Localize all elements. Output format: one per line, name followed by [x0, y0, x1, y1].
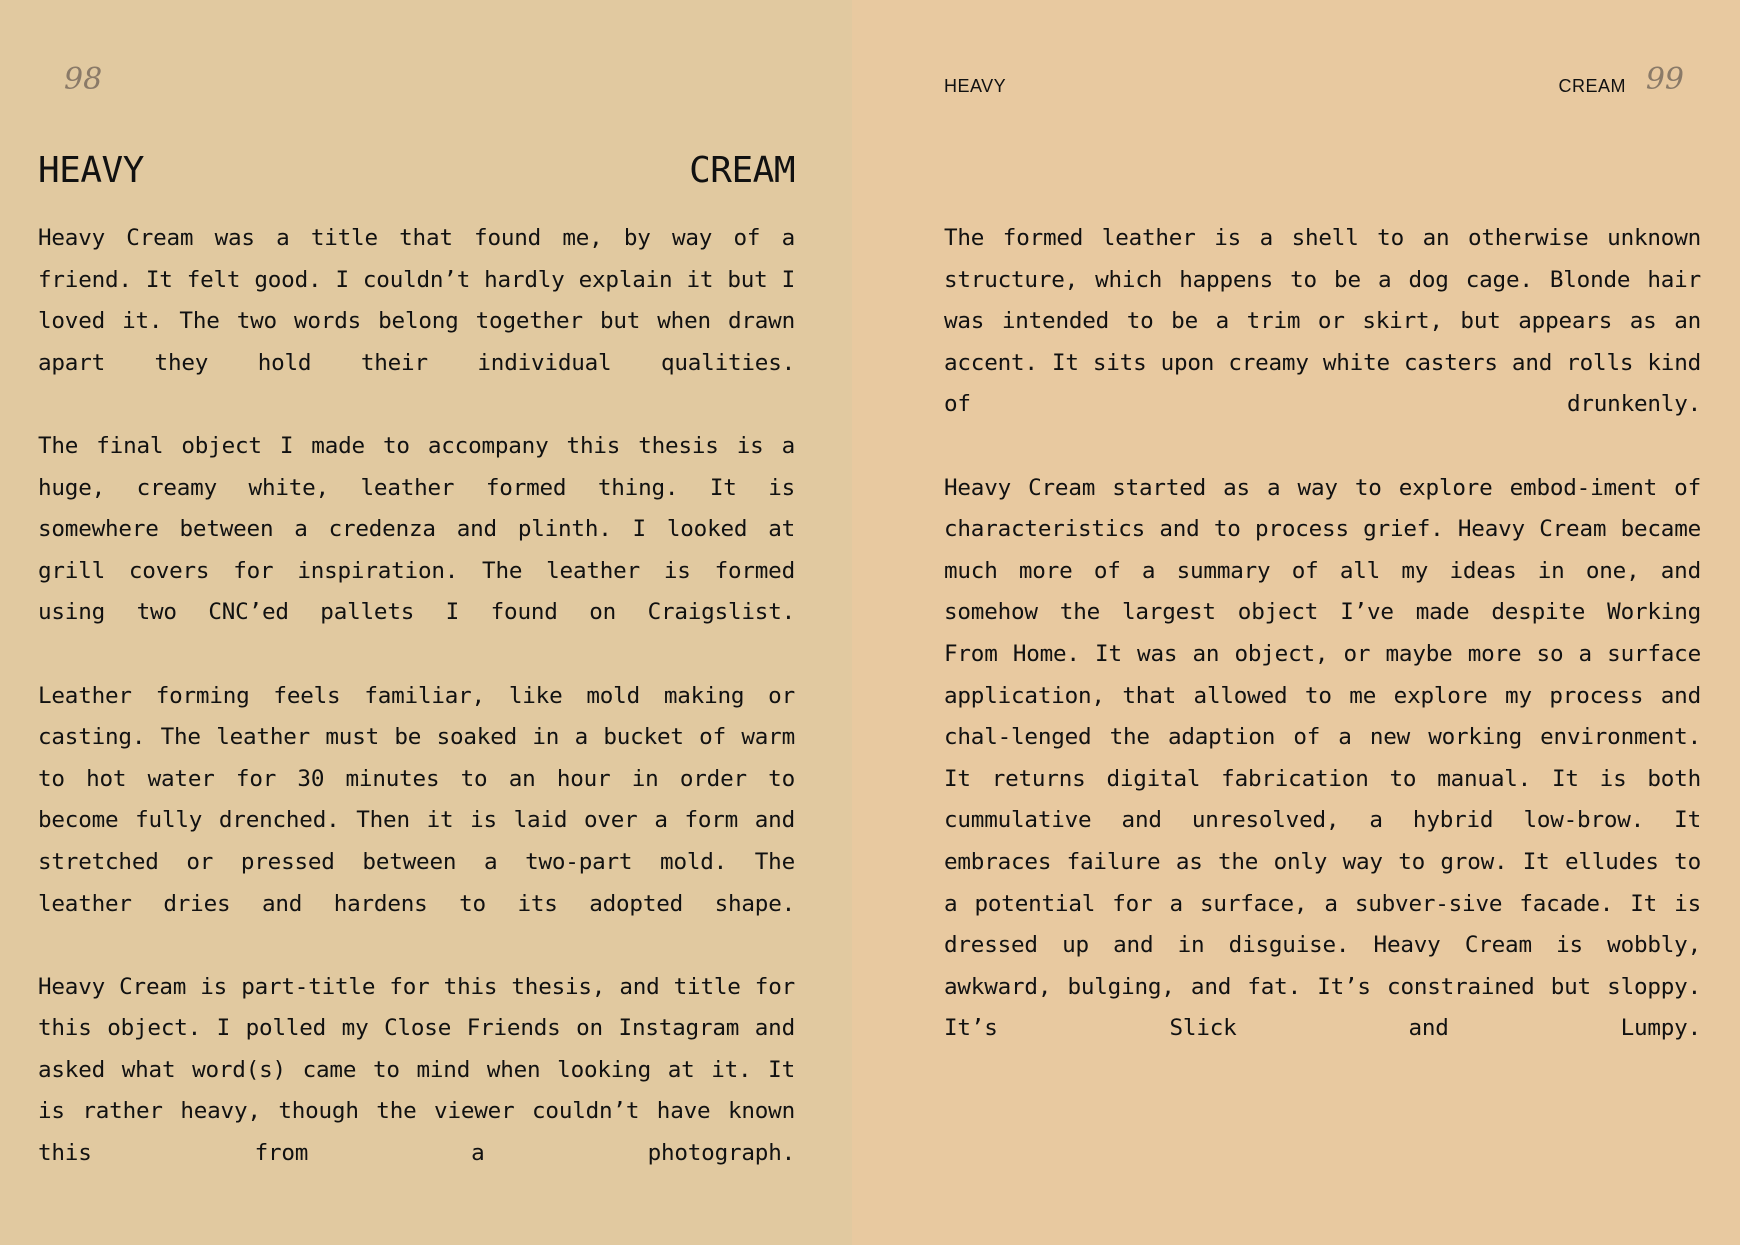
running-head-right: CREAM: [1558, 76, 1626, 96]
paragraph: Leather forming feels familiar, like mold making or casting. The leather must be soaked in a bucket of warm to hot water for 30 minutes to an hour in order to become fully drenched. Then it is laid over a form and stretched or pressed between a two-part mold. The leather dries and hardens to its adopted shape.: [38, 682, 795, 917]
title-heavy: HEAVY: [38, 150, 144, 191]
paragraph: The final object I made to accompany this thesis is a huge, creamy white, leather formed thing. It is somewhere between a credenza and plinth. I looked at grill covers for inspiration. The leather is formed using two CNC’ed pallets I found on Craigslist.: [38, 432, 795, 626]
paragraph: Heavy Cream is part-title for this thesis, and title for this object. I polled my Close Friends on Instagram and asked what word(s) came to mind when looking at it. It is rather heavy, though the viewer couldn’t have known this from a photograph.: [38, 973, 795, 1167]
page-number-right: 99: [1645, 62, 1684, 97]
left-text-column: [38, 218, 795, 1216]
paragraph: Heavy Cream started as a way to explore embod-iment of characteristics and to process grief. Heavy Cream became much more of a summary of all my ideas in one, and somehow the largest object I’ve made despite Working From Home. It was an object, or maybe more so a surface application, that allowed to me explore my process and chal-lenged the adaption of a new working environment. It returns digital fabrication to manual. It is both cummulative and unresolved, a hybrid low-brow. It embraces failure as the only way to grow. It elludes to a potential for a surface, a subver-sive facade. It is dressed up and in disguise. Heavy Cream is wobbly, awkward, bulging, and fat. It’s constrained but sloppy. It’s Slick and Lumpy.: [944, 474, 1701, 1042]
paragraph: Heavy Cream was a title that found me, by way of a friend. It felt good. I couldn’t hardly explain it but I loved it. The two words belong together but when drawn apart they hold their individual qualities.: [38, 225, 795, 376]
left-page: [0, 0, 852, 1245]
right-page: [852, 0, 1740, 1245]
page-number-left: 98: [64, 62, 103, 97]
title-cream: CREAM: [689, 150, 795, 191]
paragraph: The formed leather is a shell to an otherwise unknown structure, which happens to be a dog cage. Blonde hair was intended to be a trim or skirt, but appears as an accent. It sits upon creamy white casters and rolls kind of drunkenly.: [944, 225, 1701, 418]
page-title: [38, 150, 795, 191]
right-text-column: [944, 218, 1701, 1091]
running-head-left: HEAVY: [944, 76, 1007, 96]
